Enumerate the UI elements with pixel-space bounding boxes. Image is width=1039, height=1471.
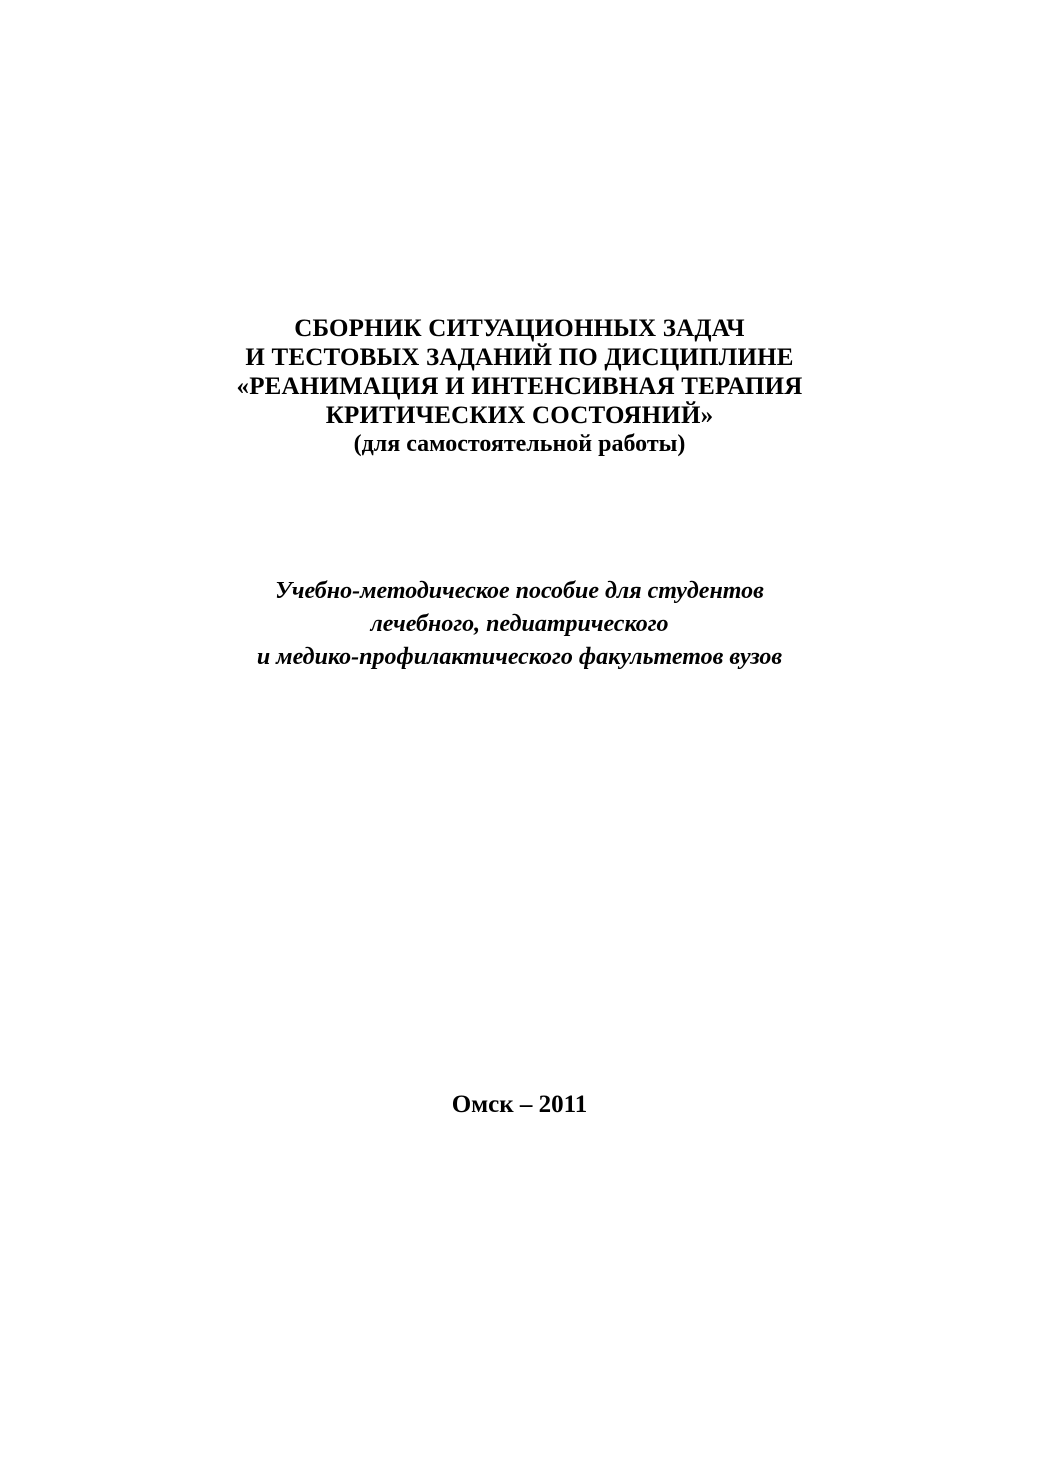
document-description <box>0 575 1039 674</box>
title-line-2: И ТЕСТОВЫХ ЗАДАНИЙ ПО ДИСЦИПЛИНЕ <box>245 344 794 371</box>
title-subtitle: (для самостоятельной работы) <box>353 431 686 457</box>
title-line-1: СБОРНИК СИТУАЦИОННЫХ ЗАДАЧ <box>294 315 745 342</box>
description-line-1: Учебно-методическое пособие для студентов <box>275 578 764 604</box>
document-title <box>0 314 1039 459</box>
description-line-3: и медико-профилактического факультетов вузов <box>256 644 783 670</box>
description-line-2: лечебного, педиатрического <box>370 611 669 637</box>
title-line-3: «РЕАНИМАЦИЯ И ИНТЕНСИВНАЯ ТЕРАПИЯ <box>236 373 803 400</box>
title-line-4: КРИТИЧЕСКИХ СОСТОЯНИЙ» <box>325 402 714 429</box>
place-year: Омск – 2011 <box>451 1091 588 1118</box>
